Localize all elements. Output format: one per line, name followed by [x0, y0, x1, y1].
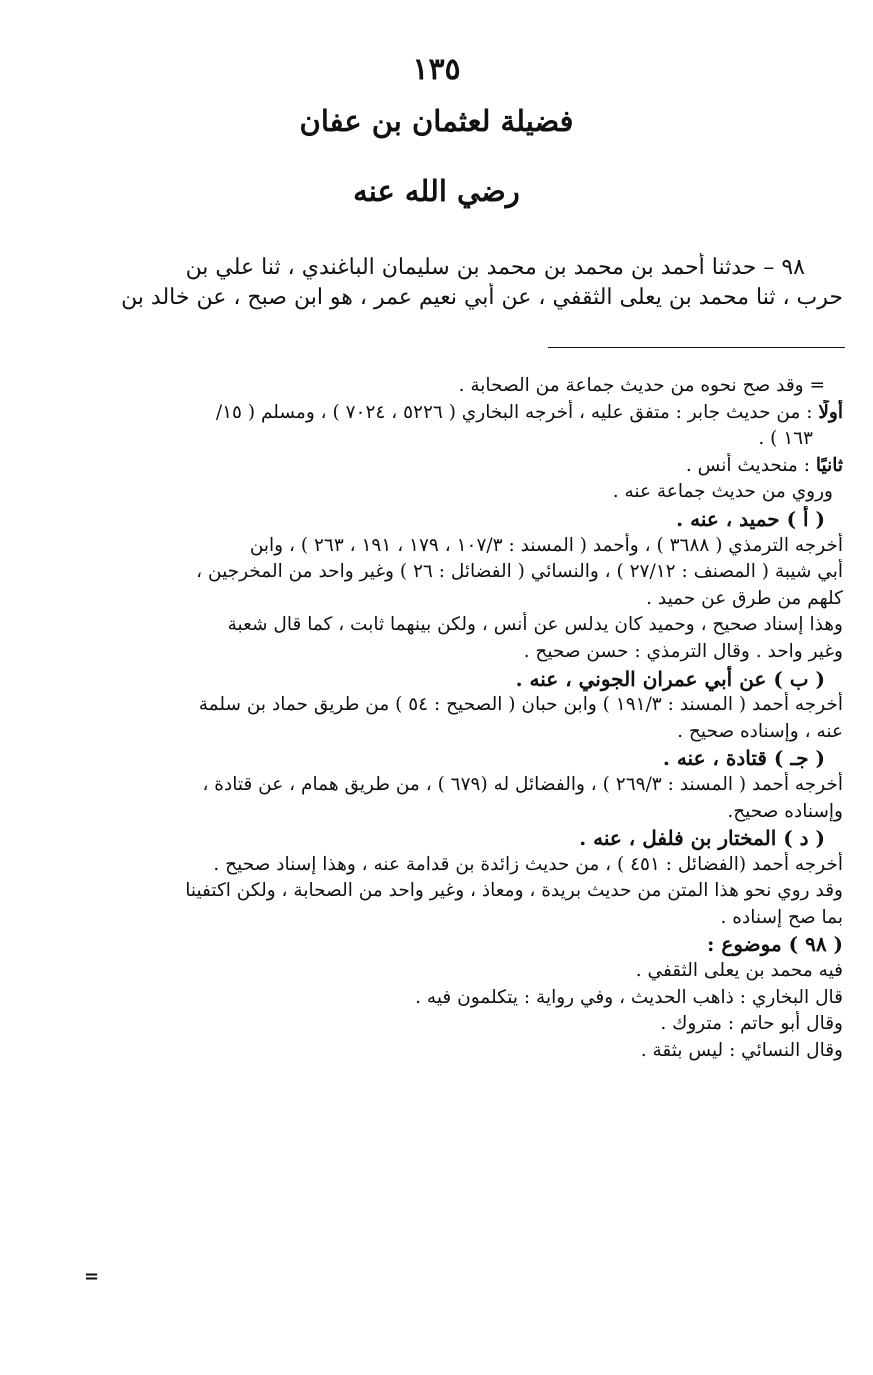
note-line: أبي شيبة ( المصنف : ٢٧/١٢ ) ، والنسائي ( الفضائل : ٢٦ ) وغير واحد من المخرجين ،	[196, 561, 843, 583]
note-line: وروي من حديث جماعة عنه .	[612, 481, 833, 503]
note-lead: ثانيًا	[815, 454, 843, 476]
note-line: وإسناده صحيح.	[727, 800, 843, 822]
note-line	[28, 400, 843, 427]
note-line: قال البخاري : ذاهب الحديث ، وفي رواية : يتكلمون فيه .	[415, 986, 843, 1008]
note-line: ١٦٣ ) .	[758, 428, 813, 450]
note-line: وهذا إسناد صحيح ، وحميد كان يدلس عن أنس ، ولكن بينهما ثابت ، كما قال شعبة	[227, 614, 843, 636]
note-line: وقد روي نحو هذا المتن من حديث بريدة ، ومعاذ ، وغير واحد من الصحابة ، ولكن اكتفينا	[185, 880, 843, 902]
note-line: عنه ، وإسناده صحيح .	[677, 720, 843, 742]
note-line: أخرجه أحمد ( المسند : ١٩١/٣ ) وابن حبان ( الصحيح : ٥٤ ) من طريق حماد بن سلمة	[198, 694, 843, 716]
chapter-subtitle: رضي الله عنه	[353, 174, 520, 208]
note-subheading: ( جـ ) قتادة ، عنه .	[662, 746, 825, 771]
hadith-line: ٩٨ – حدثنا أحمد بن محمد بن محمد بن سليمان الباغندي ، ثنا علي بن	[185, 255, 805, 280]
note-subheading: ( أ ) حميد ، عنه .	[676, 506, 825, 531]
note-line: فيه محمد بن يعلى الثقفي .	[635, 960, 843, 982]
note-line: كلهم من طرق عن حميد .	[646, 587, 843, 609]
note-lead: أولًا	[818, 401, 843, 423]
note-line: أخرجه الترمذي ( ٣٦٨٨ ) ، وأحمد ( المسند : ١٠٧/٣ ، ١٧٩ ، ١٩١ ، ٢٦٣ ) ، وابن	[249, 534, 843, 556]
chapter-title: فضيلة لعثمان بن عفان	[299, 104, 574, 138]
note-text: : من حديث جابر : متفق عليه ، أخرجه البخاري ( ٥٢٢٦ ، ٧٠٢٤ ) ، ومسلم ( ١٥/	[215, 401, 819, 423]
hadith-text	[28, 253, 843, 313]
footnotes	[28, 373, 843, 1064]
note-grade-heading: ( ٩٨ ) موضوع :	[707, 932, 843, 957]
note-line: وغير واحد . وقال الترمذي : حسن صحيح .	[523, 640, 843, 662]
note-text: : منحديث أنس .	[685, 454, 816, 476]
note-line: أخرجه أحمد ( المسند : ٢٦٩/٣ ) ، والفضائل له (٦٧٩ ) ، من طريق همام ، عن قتادة ،	[202, 773, 843, 795]
note-line: وقال أبو حاتم : متروك .	[660, 1013, 843, 1035]
hadith-line: حرب ، ثنا محمد بن يعلى الثقفي ، عن أبي نعيم عمر ، هو ابن صبح ، عن خالد بن	[121, 285, 843, 310]
note-subheading: ( ب ) عن أبي عمران الجوني ، عنه .	[515, 666, 825, 691]
chapter-number: ١٣٥	[412, 52, 461, 87]
continuation-mark: =	[84, 1266, 100, 1287]
note-subheading: ( د ) المختار بن فلفل ، عنه .	[579, 826, 825, 851]
note-line: وقال النسائي : ليس بثقة .	[640, 1039, 843, 1061]
note-line	[28, 453, 843, 480]
note-line: بما صح إسناده .	[720, 906, 843, 928]
footnote-divider	[548, 347, 845, 348]
note-line: = وقد صح نحوه من حديث جماعة من الصحابة .	[458, 375, 825, 396]
note-line: أخرجه أحمد (الفضائل : ٤٥١ ) ، من حديث زائدة بن قدامة عنه ، وهذا إسناد صحيح .	[213, 853, 843, 875]
